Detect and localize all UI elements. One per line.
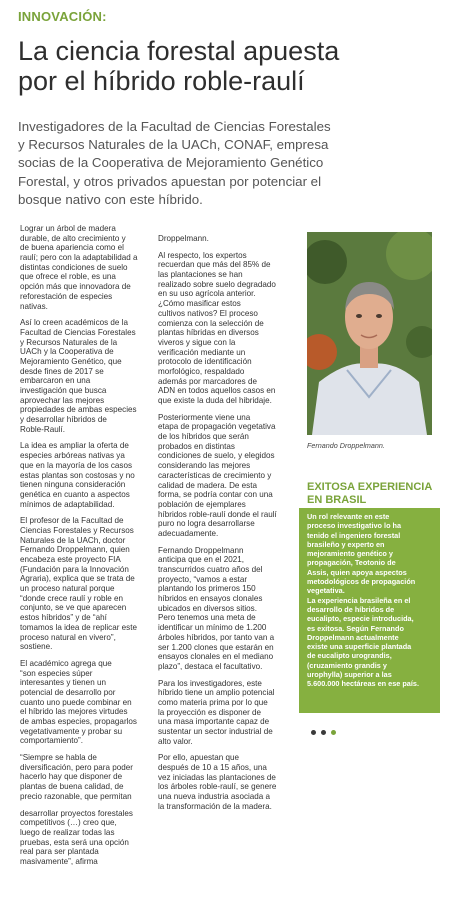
body-text-line: Lograr un árbol de madera xyxy=(20,224,116,233)
body-text-line: Para los investigadores, este xyxy=(158,678,262,688)
body-text-line: interesantes y tienen un xyxy=(20,678,106,688)
body-text-line: competitivos (…) creo que, xyxy=(20,818,117,828)
body-text-line: de los híbridos que serán xyxy=(158,432,249,442)
body-text-line: anticipa que en el 2021, xyxy=(158,555,244,565)
body-text-line: ser 1.200 clones que estarán en xyxy=(158,642,274,652)
article-column-1 xyxy=(20,224,148,867)
body-text-line: y Recursos Naturales de la xyxy=(20,337,118,347)
body-text-line: luego de realizar todas las xyxy=(20,827,115,837)
body-text-line: Por ello, apuestan que xyxy=(158,753,239,763)
body-text-line: opción más que innovadora de xyxy=(20,282,131,292)
body-text-line: Al respecto, los expertos xyxy=(158,250,247,260)
body-text-line: población de ejemplares xyxy=(158,499,246,509)
body-text-line: embarcaron en una xyxy=(20,376,91,386)
sidebar-title-line: EN BRASIL xyxy=(307,494,367,506)
sidebar-box xyxy=(299,508,440,713)
lead-line: socias de la Cooperativa de Mejoramiento Genético xyxy=(18,155,324,171)
body-text-line: que existe la duda del hibridaje. xyxy=(158,396,272,405)
body-text-line: estos híbridos” y de “ahí xyxy=(20,613,107,623)
sidebar-text-line: Droppelmann actualmente xyxy=(307,632,399,642)
body-text-line: Fernando Droppelmann xyxy=(158,545,244,555)
dot-icon xyxy=(311,730,316,735)
body-text-line: un proceso natural porque xyxy=(20,584,115,594)
body-text-line: masivamente”, afirma xyxy=(20,856,98,866)
body-text-line: el híbrido las mejores virtudes xyxy=(20,707,128,717)
body-text-line: plazo”, destaca el facultativo. xyxy=(158,661,263,671)
sidebar-text-line: La experiencia brasileña en el xyxy=(307,595,411,605)
sidebar-text-line: 5.600.000 hectáreas en ese país. xyxy=(307,679,419,689)
body-text-line: “Siempre se habla de xyxy=(20,753,97,763)
body-text-line: estas plantas son costosas y no xyxy=(20,470,135,480)
body-text-line: investigación que busca xyxy=(20,386,107,395)
body-text-line: realizado sobre suelo degradado xyxy=(158,279,276,289)
headline-line: por el híbrido roble-raulí xyxy=(18,66,305,96)
body-text-line: raulí; pero con la adaptabilidad a xyxy=(20,253,138,263)
body-text-line: identificar un mínimo de 1.200 xyxy=(158,623,267,633)
lead-line: y Recursos Naturales de la UACh, CONAF, empresa xyxy=(18,137,329,153)
body-text-line: proceso natural en vivero”, xyxy=(20,632,116,642)
body-text-line: “son especies súper xyxy=(20,668,93,678)
lead-line: Forestal, y otros privados apuestan por potenciar el xyxy=(18,173,322,189)
body-text-line: cultivos nativos? El proceso xyxy=(158,308,258,318)
sidebar-text-line: metodológicos de propagación xyxy=(307,577,416,587)
body-text-line: Ciencias Forestales y Recursos xyxy=(20,525,134,535)
body-text-line: verificación mediante un xyxy=(158,347,246,357)
body-text-line: Mejoramiento Genético, que xyxy=(20,356,122,366)
body-text-line: recuerdan que más del 85% de xyxy=(158,260,271,270)
body-text-line: (Fundación para la Innovación xyxy=(20,564,129,574)
body-text-line: genética en cuanto a aspectos xyxy=(20,489,130,499)
body-text-line: Pero tenemos una meta de xyxy=(158,613,256,623)
body-text-line: probados en distintas xyxy=(158,441,235,451)
body-text-line: durable, de alto crecimiento y xyxy=(20,233,126,243)
sidebar-text-line: existe una superficie plantada xyxy=(307,642,412,652)
body-text-line: condiciones de suelo, y elegidos xyxy=(158,451,275,461)
pagination-dots xyxy=(311,722,341,740)
body-text-line: de ambas especies, propagarlos xyxy=(20,717,137,726)
sidebar-text-line: urophylla) superior a las xyxy=(307,670,392,680)
sidebar-text-line: (cruzamiento grandis y xyxy=(307,660,387,670)
body-text-line: distintas condiciones de suelo xyxy=(20,262,128,272)
body-text-line: Así lo creen académicos de la xyxy=(20,318,128,328)
lead-paragraph xyxy=(18,118,438,209)
sidebar-text-line: proceso investigativo lo ha xyxy=(307,521,402,531)
portrait-photo xyxy=(307,232,432,435)
sidebar-text-line: propagación, Teotonio de xyxy=(307,558,396,568)
body-text-line: Naturales de la UACh, doctor xyxy=(20,535,126,545)
lead-line: Investigadores de la Facultad de Ciencias Forestales xyxy=(18,119,331,134)
sidebar-text-line: eucalipto, especie introducida, xyxy=(307,614,414,624)
body-text-line: plantas de buena calidad, de xyxy=(20,782,124,792)
body-text-line: comienza con la selección de xyxy=(158,318,264,328)
sidebar-text-line: desarrollo de híbridos de xyxy=(307,604,395,614)
article-column-2 xyxy=(158,234,298,812)
body-text-line: Agraria), explica que se trata de xyxy=(20,574,135,584)
body-text-line: Droppelmann. xyxy=(158,234,209,243)
body-text-line: protocolo de identificación xyxy=(158,357,252,367)
body-text-line: comportamiento”. xyxy=(20,736,83,746)
body-text-line: mínimos de adaptabilidad. xyxy=(20,499,115,509)
body-text-line: forma, se podría contar con una xyxy=(158,490,273,500)
body-text-line: pruebas, esta será una opción xyxy=(20,837,129,847)
body-text-line: ubicados en diversos sitios. xyxy=(158,603,257,613)
body-text-line: ensayos clonales en el mediano xyxy=(158,652,274,662)
body-text-line: plantando los primeros 150 xyxy=(158,584,256,594)
body-text-line: en su uso agrícola anterior. xyxy=(158,289,256,299)
sidebar-text-line: mejoramiento genético y xyxy=(307,549,393,559)
body-text-line: adecuadamente. xyxy=(158,528,219,538)
body-text-line: encabeza este proyecto FIA xyxy=(20,555,121,564)
body-text-line: híbridos roble-raulí donde el raulí xyxy=(158,509,277,519)
body-text-line: diversificación, pero para poder xyxy=(20,762,133,772)
body-text-line: plantas híbridas en diversos xyxy=(158,328,259,338)
body-text-line: características de crecimiento y xyxy=(158,470,272,480)
body-text-line: morfológico, respaldado xyxy=(158,366,245,376)
body-text-line: El profesor de la Facultad de xyxy=(20,516,124,526)
body-text-line: etapa de propagación vegetativa xyxy=(158,422,276,432)
sidebar-text-line: tenido el ingeniero forestal xyxy=(307,530,401,540)
body-text-line: UACh y la Cooperativa de xyxy=(20,347,114,357)
body-text-line: sostiene. xyxy=(20,642,53,652)
body-text-line: La idea es ampliar la oferta de xyxy=(20,441,129,451)
body-text-line: aprovechar las mejores xyxy=(20,395,105,405)
body-text-line: una masa importante capaz de xyxy=(158,717,270,727)
body-text-line: que en la mayoría de los casos xyxy=(20,460,133,470)
body-text-line: transcurridos cuatro años del xyxy=(158,565,263,574)
body-text-line: desde fines de 2017 se xyxy=(20,366,104,376)
portrait-illustration xyxy=(307,232,432,435)
headline-line: La ciencia forestal apuesta xyxy=(18,36,340,66)
body-text-line: la transformación de la madera. xyxy=(158,801,272,811)
body-text-line: la proyección es disponer de xyxy=(158,707,262,717)
body-text-line: precio razonable, que permitan xyxy=(20,791,132,801)
body-text-line: viveros y sigue con la xyxy=(158,337,236,347)
body-text-line: tienen ninguna consideración xyxy=(20,480,126,490)
body-text-line: conjunto, se ve que aparecen xyxy=(20,603,127,613)
sidebar-text-line: Un rol relevante en este xyxy=(307,512,390,521)
sidebar-text-line: vegetativa. xyxy=(307,586,345,596)
sidebar-title-line: EXITOSA EXPERIENCIA xyxy=(307,481,433,493)
body-text-line: vegetativamente y probar su xyxy=(20,726,123,736)
body-text-line: proyecto, “vamos a estar xyxy=(158,574,248,584)
body-text-line: propiedades de ambas especies xyxy=(20,405,137,415)
body-text-line: desarrollar proyectos forestales xyxy=(20,808,133,818)
sidebar-text-line: brasileño y experto en xyxy=(307,539,385,549)
body-text-line: los árboles roble-raulí, se genere xyxy=(158,782,277,792)
headline xyxy=(18,36,438,96)
sidebar-text-line: de eucalipto urograndis, xyxy=(307,651,392,661)
body-text-line: cuanto uno puede combinar en xyxy=(20,697,132,707)
body-text-line: El académico agrega que xyxy=(20,658,112,668)
lead-line: bosque nativo con este híbrido. xyxy=(18,191,203,207)
body-text-line: vez iniciadas las plantaciones de xyxy=(158,772,276,782)
body-text-line: “donde crece raulí y roble en xyxy=(20,593,124,603)
dot-icon xyxy=(321,730,326,735)
body-text-line: las plantaciones se han xyxy=(158,270,243,280)
body-text-line: Posteriormente viene una xyxy=(158,412,251,422)
dot-icon xyxy=(331,730,336,735)
body-text-line: como materia prima por lo que xyxy=(158,697,268,707)
body-text-line: alto valor. xyxy=(158,736,193,746)
body-text-line: híbridos en ensayos clonales xyxy=(158,594,263,604)
body-text-line: que ofrece el roble, es una xyxy=(20,272,116,282)
body-text-line: una nueva industria asociada a xyxy=(158,792,271,802)
body-text-line: después de 10 a 15 años, una xyxy=(158,763,267,773)
body-text-line: de buena apariencia como el xyxy=(20,243,124,253)
body-text-line: real para ser plantada xyxy=(20,847,99,857)
sidebar-title xyxy=(307,481,432,507)
body-text-line: híbrido tiene un amplio potencial xyxy=(158,688,275,698)
body-text-line: ADN en todos aquellos casos en xyxy=(158,386,276,396)
body-text-line: además por marcadores de xyxy=(158,376,257,386)
sidebar-text-line: es exitosa. Según Fernando xyxy=(307,623,404,633)
body-text-line: potencial de desarrollo por xyxy=(20,687,116,697)
body-text-line: Facultad de Ciencias Forestales xyxy=(20,327,136,337)
body-text-line: reforestación de especies xyxy=(20,291,113,301)
body-text-line: considerando las mejores xyxy=(158,461,251,471)
body-text-line: hacerlo hay que disponer de xyxy=(20,772,123,782)
body-text-line: tomamos la idea de replicar este xyxy=(20,622,137,632)
body-text-line: Fernando Droppelmann, quien xyxy=(20,545,130,555)
body-text-line: puro no logra desarrollarse xyxy=(158,519,255,529)
body-text-line: especies arbóreas nativas ya xyxy=(20,451,125,461)
body-text-line: ¿Cómo masificar estos xyxy=(158,299,241,309)
body-text-line: árboles híbridos, por tanto van a xyxy=(158,632,275,642)
sidebar-text-line: Assis, quien apoya aspectos xyxy=(307,567,407,577)
body-text-line: y desarrollar híbridos de xyxy=(20,415,107,425)
body-text-line: sustentar un sector industrial de xyxy=(158,727,273,736)
body-text-line: calidad de madera. De esta xyxy=(158,480,257,490)
photo-caption: Fernando Droppelmann. xyxy=(307,441,385,450)
section-label: INNOVACIÓN: xyxy=(18,9,107,24)
body-text-line: nativas. xyxy=(20,301,48,311)
body-text-line: Roble-Raulí. xyxy=(20,424,65,434)
